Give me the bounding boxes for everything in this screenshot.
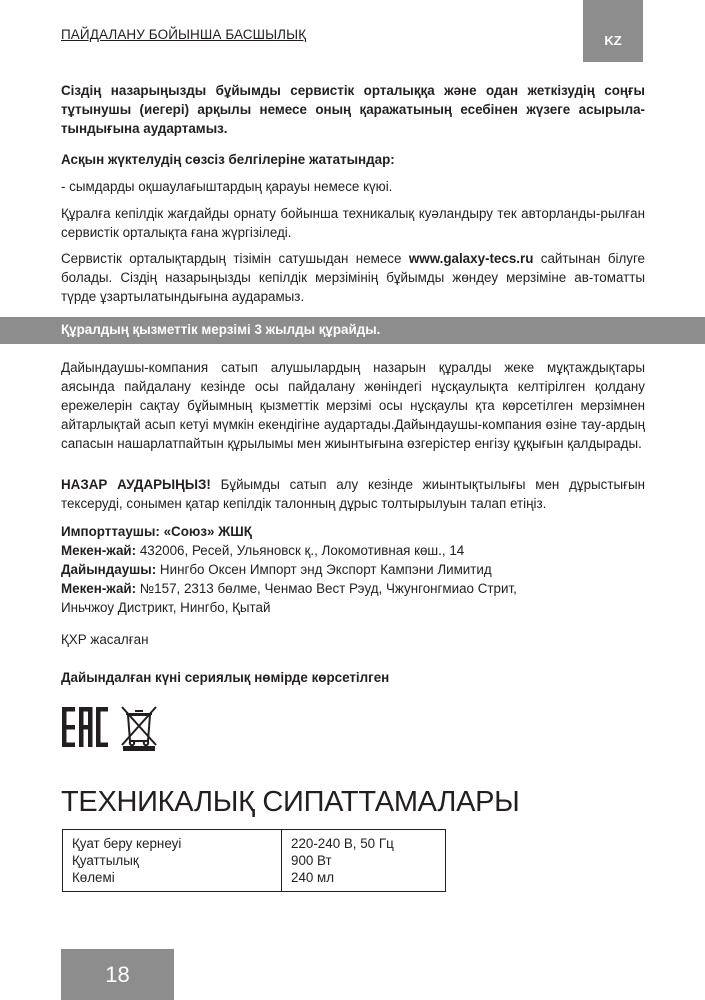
paragraph-attention bbox=[61, 475, 645, 513]
importer-block bbox=[61, 522, 645, 617]
specs-labels-cell bbox=[63, 830, 282, 892]
service-centers-text-cont: сайтынан білуге болады. Сіздің назарыңызды кепілдік мерзімінің бұйымды жөндеу мерзіміне ав-томатты түрде ұзартылатындығына аударамыз. bbox=[61, 251, 646, 304]
paragraph-overload-heading: Асқын жүктелудің сөзсіз белгілеріне жататындар: bbox=[61, 152, 395, 167]
language-tab: KZ bbox=[583, 0, 643, 62]
paragraph-service-notice: Сіздің назарыңызды бұйымды сервистік орталыққа және одан жеткізудің соңғы тұтынушы (иегері) арқылы немесе оның қаражатының есебінен жүзеге асырыла-тындығына аудартамыз. bbox=[61, 83, 645, 136]
website-link[interactable]: www.galaxy-tecs.ru bbox=[408, 251, 534, 266]
country-of-origin: ҚХР жасалған bbox=[61, 632, 149, 647]
spec-value: 900 Вт bbox=[291, 853, 332, 868]
specs-heading: ТЕХНИКАЛЫҚ СИПАТТАМАЛАРЫ bbox=[61, 786, 520, 818]
manufacturer-address bbox=[61, 579, 645, 598]
service-centers-text: Сервистік орталықтардың тізімін сатушыдан немесе bbox=[61, 251, 409, 266]
spec-value: 240 мл bbox=[291, 870, 335, 885]
importer-address-label: Мекен-жай: bbox=[61, 543, 137, 558]
manufacturer-line bbox=[61, 560, 645, 579]
specs-table bbox=[62, 829, 446, 892]
certification-marks bbox=[62, 705, 172, 756]
specs-values-cell bbox=[282, 830, 446, 892]
page-number: 18 bbox=[61, 949, 174, 1000]
manufacturer-address-label: Мекен-жай: bbox=[61, 581, 137, 596]
table-row bbox=[63, 830, 446, 892]
spec-label: Көлемі bbox=[72, 870, 115, 885]
manufacture-date-note: Дайындалған күні сериялық нөмірде көрсетілген bbox=[61, 670, 390, 685]
spec-label: Қуаттылық bbox=[72, 853, 139, 868]
spec-value: 220-240 В, 50 Гц bbox=[291, 836, 394, 851]
paragraph-warranty-certification: Құралға кепілдік жағдайды орнату бойынша техникалық куәландыру тек авторланды-рылған сервистік орталықта ғана жүргізіледі. bbox=[61, 206, 645, 240]
service-life-band bbox=[0, 317, 705, 344]
page-header-title: ПАЙДАЛАНУ БОЙЫНША БАСШЫЛЫҚ bbox=[61, 27, 307, 42]
eac-mark-icon bbox=[62, 705, 172, 751]
manufacturer-address-line2: Иньчжоу Дистрикт, Нингбо, Қытай bbox=[61, 600, 271, 615]
spec-label: Қуат беру кернеуі bbox=[72, 836, 182, 851]
weee-bin-icon bbox=[122, 707, 156, 751]
importer-label: Импорттаушы: «Союз» ЖШҚ bbox=[61, 524, 252, 539]
attention-text: Бұйымды сатып алу кезінде жиынтықтылығы мен дұрыстығын тексеруді, сонымен қатар кепілдік талонның дұрыс толтырылуын талап етіңіз. bbox=[61, 477, 646, 511]
manufacturer-label: Дайындаушы: bbox=[61, 562, 157, 577]
importer-address bbox=[61, 541, 645, 560]
importer-address-value: 432006, Ресей, Ульяновск қ., Локомотивная көш., 14 bbox=[136, 543, 465, 558]
paragraph-overload-sign: - сымдарды оқшаулағыштардың қарауы немесе күюі. bbox=[61, 179, 393, 194]
paragraph-service-centers bbox=[61, 249, 645, 306]
paragraph-manufacturer-notice: Дайындаушы-компания сатып алушылардың назарын құралды жеке мұқтаждықтары аясында пайдалану кезінде осы пайдалану жөніндегі нұсқаулықта келтірілген қолдану ережелерін сақтау бұйымның қызметтік мерзімі осы нұсқаулы қта көрсетілген мерзімнен айтарлықтай асып кетуі мүмкін екендігіне аудартады.Дайындаушы-компания өзіне тау-ардың сапасын нашарлатпайтын құрылымы мен жиынтығына өзгерістер енгізу құқығын қалдырады. bbox=[61, 360, 645, 451]
attention-label: НАЗАР АУДАРЫҢЫЗ! bbox=[61, 477, 211, 492]
service-life-text: Құралдың қызметтік мерзімі 3 жылды құрайды. bbox=[61, 322, 381, 337]
manufacturer-value: Нингбо Оксен Импорт энд Экспорт Кампэни Лимитид bbox=[156, 562, 492, 577]
manufacturer-address-value: №157, 2313 бөлме, Ченмао Вест Рэуд, Чжунгонгмиао Стрит, bbox=[136, 581, 517, 596]
